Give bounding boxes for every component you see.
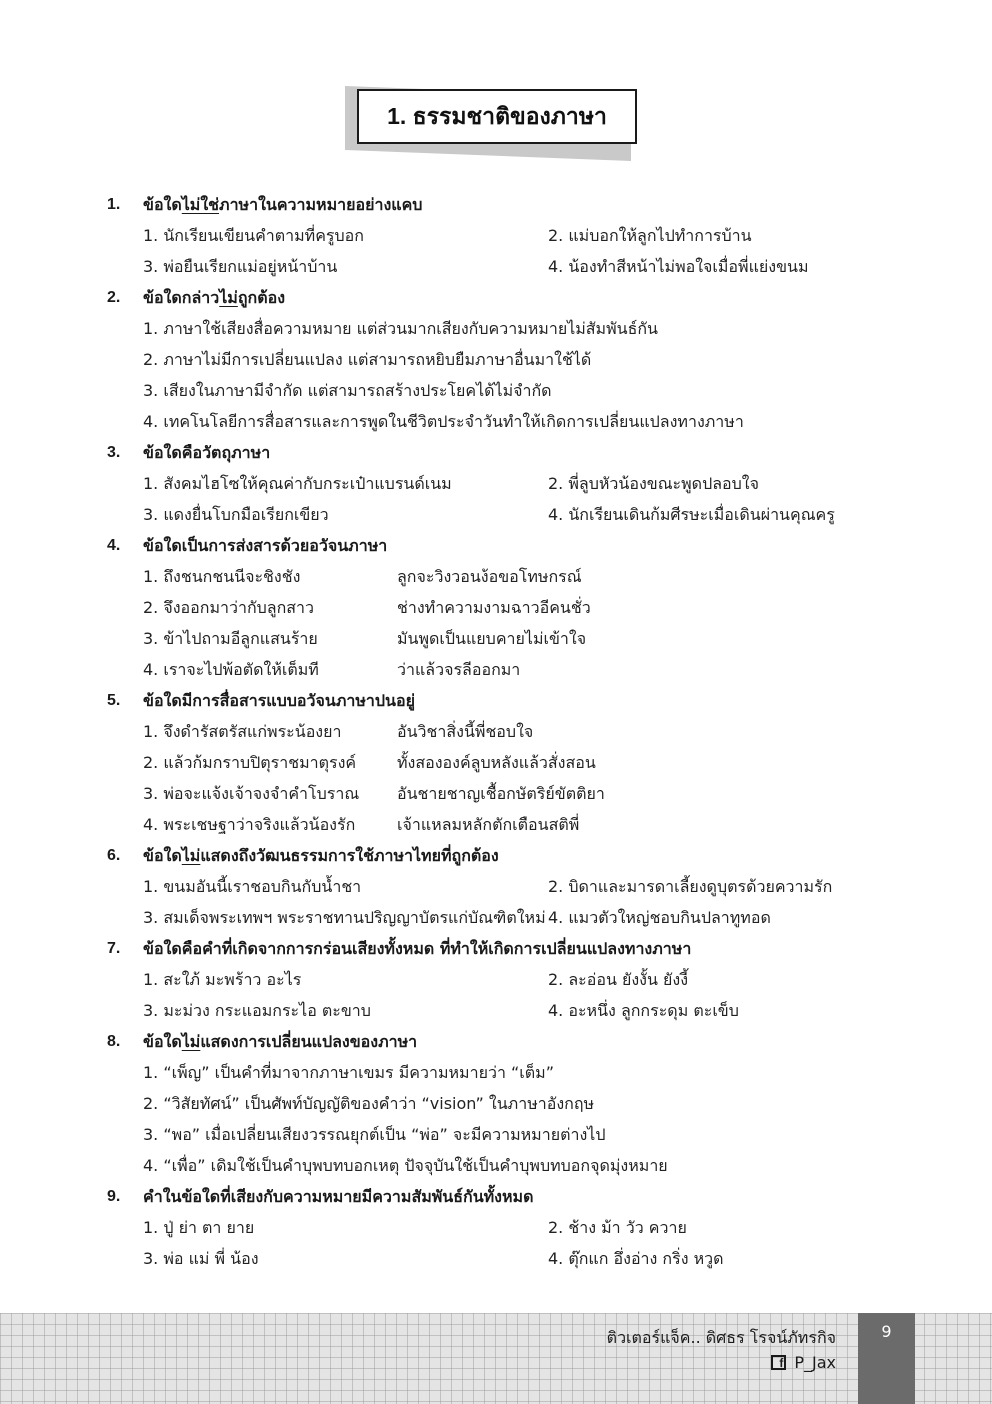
option-3: 3. พ่อยืนเรียกแม่อยู่หน้าบ้าน [143, 257, 338, 276]
poem-option-row [0, 716, 992, 747]
option-3-second-verse: มันพูดเป็นแยบคายไม่เข้าใจ [397, 629, 587, 648]
poem-option-row [0, 809, 992, 840]
option-row [0, 964, 992, 995]
option-1: 1. ภาษาใช้เสียงสื่อความหมาย แต่ส่วนมากเสียงกับความหมายไม่สัมพันธ์กัน [143, 319, 658, 338]
option-1-first-verse: 1. จึงดำรัสตรัสแก่พระน้องยา [143, 722, 342, 741]
question-text: ข้อใดกล่าวไม่ถูกต้อง [143, 288, 285, 307]
poem-option-row [0, 623, 992, 654]
option-1-second-verse: อันวิชาสิ่งนี้พี่ชอบใจ [397, 722, 534, 741]
question-8 [0, 1026, 992, 1057]
poem-option-row [0, 778, 992, 809]
option-row [0, 313, 992, 344]
option-3: 3. สมเด็จพระเทพฯ พระราชทานปริญญาบัตรแก่บัณฑิตใหม่ [143, 908, 546, 927]
option-row [0, 1212, 992, 1243]
page-number: 9 [858, 1313, 915, 1404]
option-2-first-verse: 2. จึงออกมาว่ากับลูกสาว [143, 598, 315, 617]
option-1-second-verse: ลูกจะวิงวอนง้อขอโทษกรณ์ [397, 567, 582, 586]
option-4: 4. “เพื่อ” เดิมใช้เป็นคำบุพบทบอกเหตุ ปัจจุบันใช้เป็นคำบุพบทบอกจุดมุ่งหมาย [143, 1156, 668, 1175]
question-number: 6. [107, 847, 121, 864]
option-3-first-verse: 3. พ่อจะแจ้งเจ้าจงจำคำโบราณ [143, 784, 360, 803]
emphasis-underline: ไม่ [181, 1032, 201, 1051]
question-3 [0, 437, 992, 468]
option-4: 4. น้องทำสีหน้าไม่พอใจเมื่อพี่แย่งขนม [548, 257, 809, 276]
option-2-second-verse: ช่างทำความงามฉาวอีคนชั่ว [397, 598, 591, 617]
option-2: 2. ละอ่อน ยังงั้น ยังงี้ [548, 970, 689, 989]
question-text: ข้อใดไม่ใช่ภาษาในความหมายอย่างแคบ [143, 195, 423, 214]
page-footer [0, 1313, 992, 1404]
emphasis-underline: ไม่ใช่ [181, 195, 220, 214]
facebook-handle-text: P_Jax [794, 1353, 836, 1372]
section-title: 1. ธรรมชาติของภาษา [357, 89, 637, 144]
option-4: 4. เทคโนโลยีการสื่อสารและการพูดในชีวิตประจำวันทำให้เกิดการเปลี่ยนแปลงทางภาษา [143, 412, 744, 431]
poem-option-row [0, 561, 992, 592]
option-2: 2. พี่ลูบหัวน้องขณะพูดปลอบใจ [548, 474, 759, 493]
question-number: 4. [107, 537, 121, 554]
option-row [0, 220, 992, 251]
option-3: 3. แดงยื่นโบกมือเรียกเขียว [143, 505, 329, 524]
option-row [0, 406, 992, 437]
option-2: 2. ภาษาไม่มีการเปลี่ยนแปลง แต่สามารถหยิบยืมภาษาอื่นมาใช้ได้ [143, 350, 592, 369]
option-4-second-verse: เจ้าแหลมหลักตักเตือนสติพี่ [397, 815, 580, 834]
question-number: 8. [107, 1033, 121, 1050]
option-row [0, 251, 992, 282]
option-row [0, 902, 992, 933]
question-text: ข้อใดคือคำที่เกิดจากการกร่อนเสียงทั้งหมด ที่ทำให้เกิดการเปลี่ยนแปลงทางภาษา [143, 939, 692, 958]
option-row [0, 1150, 992, 1181]
option-3-first-verse: 3. ข้าไปถามอีลูกแสนร้าย [143, 629, 318, 648]
emphasis-underline: ไม่ [219, 288, 238, 307]
option-3: 3. มะม่วง กระแอมกระไอ ตะขาบ [143, 1001, 371, 1020]
option-2: 2. บิดาและมารดาเลี้ยงดูบุตรด้วยความรัก [548, 877, 833, 896]
option-row [0, 1088, 992, 1119]
option-row [0, 344, 992, 375]
option-1: 1. นักเรียนเขียนคำตามที่ครูบอก [143, 226, 364, 245]
question-4 [0, 530, 992, 561]
question-6 [0, 840, 992, 871]
option-2: 2. ช้าง ม้า วัว ควาย [548, 1218, 687, 1237]
question-text: ข้อใดคือวัตถุภาษา [143, 443, 271, 462]
option-2-second-verse: ทั้งสององค์ลูบหลังแล้วสั่งสอน [397, 753, 596, 772]
facebook-icon: f [771, 1355, 786, 1370]
section-title-block [345, 80, 645, 160]
question-9 [0, 1181, 992, 1212]
question-7 [0, 933, 992, 964]
question-1 [0, 189, 992, 220]
option-3-second-verse: อันชายชาญเชื้อกษัตริย์ขัตติยา [397, 784, 605, 803]
question-5 [0, 685, 992, 716]
option-4: 4. อะหนึ่ง ลูกกระดุม ตะเข็บ [548, 1001, 739, 1020]
option-1: 1. “เพ็ญ” เป็นคำที่มาจากภาษาเขมร มีความหมายว่า “เต็ม” [143, 1063, 554, 1082]
emphasis-underline: ไม่ [181, 846, 201, 865]
question-text: ข้อใดเป็นการส่งสารด้วยอวัจนภาษา [143, 536, 388, 555]
option-1-first-verse: 1. ถึงชนกชนนีจะชิงชัง [143, 567, 301, 586]
question-text: คำในข้อใดที่เสียงกับความหมายมีความสัมพันธ์กันทั้งหมด [143, 1187, 534, 1206]
option-1: 1. สังคมไฮโซให้คุณค่ากับกระเป๋าแบรนด์เนม [143, 474, 452, 493]
poem-option-row [0, 747, 992, 778]
question-2 [0, 282, 992, 313]
option-4-first-verse: 4. พระเชษฐาว่าจริงแล้วน้องรัก [143, 815, 356, 834]
facebook-handle [771, 1353, 836, 1372]
option-row [0, 871, 992, 902]
question-number: 7. [107, 940, 121, 957]
option-1: 1. ปู่ ย่า ตา ยาย [143, 1218, 255, 1237]
option-4-first-verse: 4. เราจะไปพ้อตัดให้เต็มที [143, 660, 319, 679]
option-row [0, 499, 992, 530]
option-2: 2. “วิสัยทัศน์” เป็นศัพท์บัญญัติของคำว่า “vision” ในภาษาอังกฤษ [143, 1094, 595, 1113]
option-row [0, 375, 992, 406]
option-3: 3. พ่อ แม่ พี่ น้อง [143, 1249, 259, 1268]
question-number: 2. [107, 289, 121, 306]
option-row [0, 468, 992, 499]
option-4: 4. แมวตัวใหญ่ชอบกินปลาทูทอด [548, 908, 771, 927]
option-row [0, 995, 992, 1026]
option-4: 4. นักเรียนเดินก้มศีรษะเมื่อเดินผ่านคุณครู [548, 505, 835, 524]
option-row [0, 1119, 992, 1150]
option-2-first-verse: 2. แล้วก้มกราบปิตุราชมาตุรงค์ [143, 753, 357, 772]
option-row [0, 1057, 992, 1088]
option-3: 3. “พอ” เมื่อเปลี่ยนเสียงวรรณยุกต์เป็น “พ่อ” จะมีความหมายต่างไป [143, 1125, 606, 1144]
question-list [0, 189, 992, 1274]
option-2: 2. แม่บอกให้ลูกไปทำการบ้าน [548, 226, 752, 245]
poem-option-row [0, 592, 992, 623]
question-number: 3. [107, 444, 121, 461]
option-4: 4. ตุ๊กแก อึ่งอ่าง กริ่ง หวูด [548, 1249, 724, 1268]
option-1: 1. ขนมอันนี้เราชอบกินกับน้ำชา [143, 877, 362, 896]
option-3: 3. เสียงในภาษามีจำกัด แต่สามารถสร้างประโยคได้ไม่จำกัด [143, 381, 552, 400]
question-number: 5. [107, 692, 121, 709]
poem-option-row [0, 654, 992, 685]
option-row [0, 1243, 992, 1274]
question-number: 1. [107, 196, 121, 213]
author-credit: ติวเตอร์แจ็ค.. ดิศธร โรจน์ภัทรกิจ [606, 1328, 836, 1347]
question-text: ข้อใดไม่แสดงถึงวัฒนธรรมการใช้ภาษาไทยที่ถูกต้อง [143, 846, 499, 865]
option-4-second-verse: ว่าแล้วจรลีออกมา [397, 660, 521, 679]
option-1: 1. สะใภ้ มะพร้าว อะไร [143, 970, 302, 989]
question-text: ข้อใดไม่แสดงการเปลี่ยนแปลงของภาษา [143, 1032, 418, 1051]
question-text: ข้อใดมีการสื่อสารแบบอวัจนภาษาปนอยู่ [143, 691, 415, 710]
question-number: 9. [107, 1188, 121, 1205]
